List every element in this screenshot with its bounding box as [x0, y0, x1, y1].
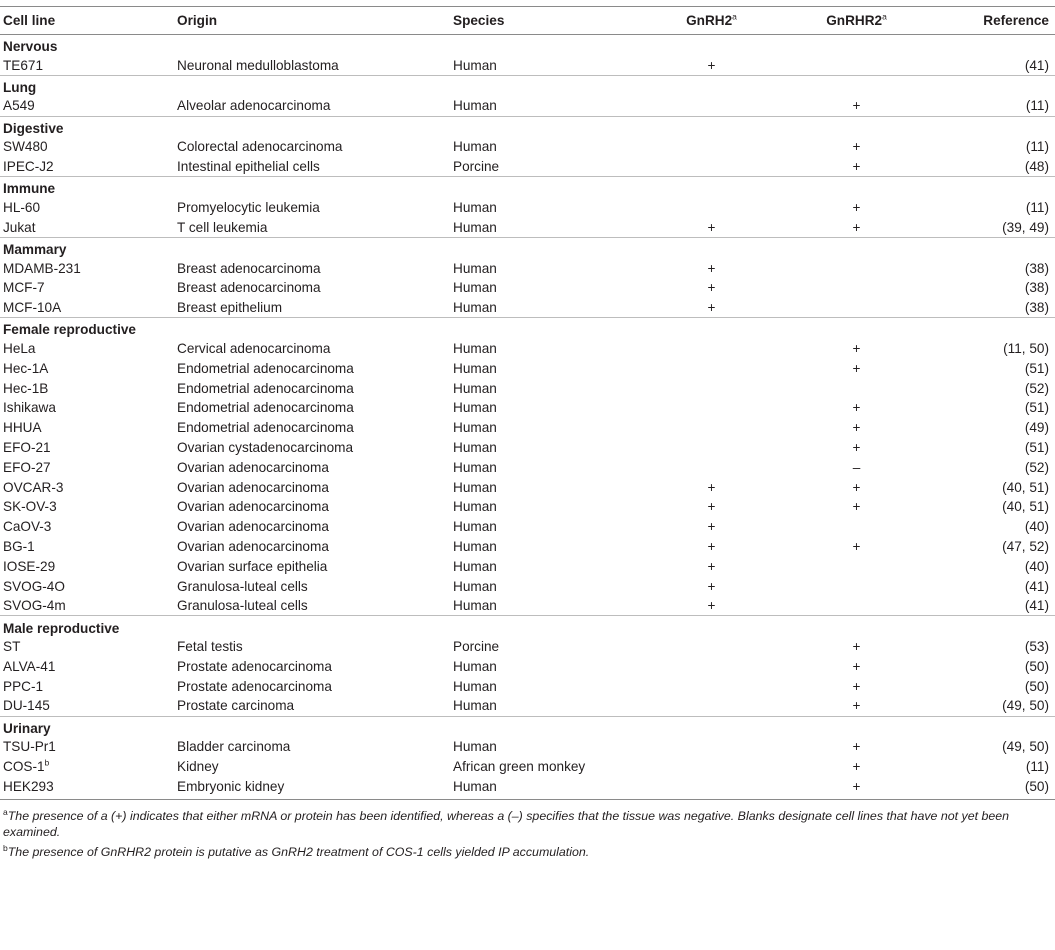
cell-line	[0, 676, 174, 696]
header-reference: Reference	[930, 7, 1055, 35]
table-row	[0, 737, 1055, 757]
reference-cell: (48)	[1024, 159, 1049, 175]
gnrhr2-cell: +	[852, 440, 861, 456]
gnrh2-cell: +	[707, 479, 716, 495]
cell-line-name: SVOG-4m	[3, 598, 66, 614]
species-cell: Human	[453, 539, 497, 555]
cell-line-name: HL-60	[3, 200, 41, 216]
reference-cell: (11)	[1025, 200, 1049, 216]
origin-cell: T cell leukemia	[177, 219, 268, 235]
gnrhr2-cell	[780, 298, 930, 318]
origin-cell: Ovarian adenocarcinoma	[177, 499, 329, 515]
group-heading-row	[0, 716, 1055, 737]
cell-line	[0, 696, 174, 716]
gnrh2-cell	[640, 657, 780, 677]
cell-line	[0, 657, 174, 677]
reference-cell: (38)	[1024, 300, 1049, 316]
cell-line	[0, 339, 174, 359]
group-heading: Immune	[3, 181, 56, 197]
reference-cell: (53)	[1024, 639, 1049, 655]
cell-line-name: BG-1	[3, 539, 35, 555]
reference-cell: (50)	[1024, 678, 1049, 694]
gnrhr2-cell: +	[852, 499, 861, 515]
cell-line	[0, 137, 174, 157]
gnrhr2-cell	[780, 576, 930, 596]
header-cell-line: Cell line	[0, 7, 174, 35]
reference-cell: (47, 52)	[1002, 539, 1049, 555]
group-heading: Female reproductive	[3, 322, 136, 338]
footnote-marker: b	[44, 757, 50, 768]
gnrhr2-cell: +	[852, 159, 861, 175]
origin-cell: Endometrial adenocarcinoma	[177, 420, 354, 436]
origin-cell: Breast epithelium	[177, 300, 283, 316]
gnrhr2-cell: +	[852, 341, 861, 357]
cell-line-name: Hec-1A	[3, 360, 49, 376]
gnrh2-cell	[640, 378, 780, 398]
gnrh2-cell: +	[707, 539, 716, 555]
table-row	[0, 217, 1055, 237]
cell-line	[0, 298, 174, 318]
species-cell: Human	[453, 459, 497, 475]
gnrhr2-cell: +	[852, 739, 861, 755]
table-row	[0, 757, 1055, 777]
gnrhr2-cell: +	[852, 779, 861, 794]
cell-line-name: MDAMB-231	[3, 260, 81, 276]
gnrh2-cell	[640, 457, 780, 477]
footnote-b: $^b$The presence of GnRHR2 protein is putative as GnRH2 treatment of COS-1 cells yielded IP accumulation.	[3, 843, 590, 860]
reference-cell: (52)	[1024, 459, 1049, 475]
cell-line-name: HHUA	[3, 420, 42, 436]
gnrh2-cell	[640, 358, 780, 378]
table-row	[0, 596, 1055, 616]
origin-cell: Embryonic kidney	[177, 779, 285, 794]
table-row	[0, 157, 1055, 177]
cell-line	[0, 358, 174, 378]
reference-cell: (40)	[1024, 519, 1049, 535]
cell-line-name: SVOG-4O	[3, 578, 65, 594]
origin-cell: Intestinal epithelial cells	[177, 159, 320, 175]
species-cell: Human	[453, 558, 497, 574]
reference-cell: (41)	[1024, 578, 1049, 594]
gnrhr2-cell: +	[852, 420, 861, 436]
table-row	[0, 96, 1055, 116]
gnrhr2-cell	[780, 378, 930, 398]
cell-line-name: Hec-1B	[3, 380, 49, 396]
origin-cell: Ovarian surface epithelia	[177, 558, 328, 574]
reference-cell: (38)	[1024, 280, 1049, 296]
species-cell: Human	[453, 400, 497, 416]
reference-cell: (50)	[1024, 659, 1049, 675]
table-row	[0, 258, 1055, 278]
gnrh2-cell	[640, 418, 780, 438]
gnrh2-cell: +	[707, 219, 716, 235]
cell-line-name: COS-1	[3, 759, 45, 775]
gnrhr2-cell: +	[852, 479, 861, 495]
gnrhr2-cell	[780, 278, 930, 298]
origin-cell: Kidney	[177, 759, 219, 775]
species-cell: Human	[453, 139, 497, 155]
gnrhr2-cell: +	[852, 139, 861, 155]
species-cell: Human	[453, 360, 497, 376]
cell-line-name: OVCAR-3	[3, 479, 64, 495]
table-row	[0, 438, 1055, 458]
origin-cell: Prostate carcinoma	[177, 698, 295, 714]
cell-line-name: HEK293	[3, 779, 54, 794]
species-cell: Human	[453, 380, 497, 396]
reference-cell: (11, 50)	[1003, 341, 1049, 357]
reference-cell: (11)	[1025, 759, 1049, 775]
cell-line-name: CaOV-3	[3, 519, 52, 535]
cell-line-name: EFO-27	[3, 459, 51, 475]
cell-line	[0, 517, 174, 537]
table-row	[0, 298, 1055, 318]
species-cell: Human	[453, 260, 497, 276]
cell-line-name: ALVA-41	[3, 659, 56, 675]
reference-cell: (41)	[1024, 598, 1049, 614]
table-footnotes	[0, 799, 1055, 860]
origin-cell: Breast adenocarcinoma	[177, 280, 321, 296]
gnrhr2-cell	[780, 556, 930, 576]
origin-cell: Ovarian adenocarcinoma	[177, 519, 329, 535]
group-section	[0, 75, 1055, 116]
cell-line-name: MCF-10A	[3, 300, 62, 316]
group-heading: Lung	[3, 80, 37, 96]
group-section	[0, 35, 1055, 76]
species-cell: Human	[453, 300, 497, 316]
species-cell: Human	[453, 440, 497, 456]
species-cell: Human	[453, 479, 497, 495]
table-row	[0, 497, 1055, 517]
origin-cell: Promyelocytic leukemia	[177, 200, 320, 216]
gnrhr2-cell: +	[852, 678, 861, 694]
group-heading: Digestive	[3, 120, 64, 136]
cell-line	[0, 477, 174, 497]
species-cell: Human	[453, 598, 497, 614]
table-row	[0, 477, 1055, 497]
origin-cell: Endometrial adenocarcinoma	[177, 360, 354, 376]
cell-line	[0, 438, 174, 458]
table-row	[0, 56, 1055, 76]
gnrh2-cell: +	[707, 280, 716, 296]
cell-line	[0, 96, 174, 116]
gnrh2-cell: +	[707, 519, 716, 535]
header-gnrh2: GnRH2$^a$	[640, 7, 780, 35]
group-heading-row	[0, 318, 1055, 339]
group-section	[0, 716, 1055, 796]
header-gnrhr2: GnRHR2$^a$	[780, 7, 930, 35]
origin-cell: Prostate adenocarcinoma	[177, 678, 332, 694]
table-row	[0, 358, 1055, 378]
table-row	[0, 137, 1055, 157]
species-cell: Porcine	[453, 159, 500, 175]
cell-line	[0, 56, 174, 76]
species-cell: African green monkey	[453, 759, 586, 775]
cell-line-name: EFO-21	[3, 440, 51, 456]
cell-line	[0, 217, 174, 237]
reference-cell: (40, 51)	[1002, 479, 1049, 495]
cell-line	[0, 157, 174, 177]
reference-cell: (51)	[1024, 400, 1049, 416]
gnrh2-cell	[640, 637, 780, 657]
gnrh2-cell: +	[707, 558, 716, 574]
cell-line	[0, 556, 174, 576]
footnote-a: $^a$The presence of a (+) indicates that either mRNA or protein has been identified, whereas a (–) specifies that the tissue was negative. Blanks designate cell lines that have not yet been examined.	[3, 807, 1010, 840]
table-row	[0, 418, 1055, 438]
cell-line-name: ST	[3, 639, 21, 655]
reference-cell: (40)	[1024, 558, 1049, 574]
reference-cell: (49)	[1024, 420, 1049, 436]
table-row	[0, 517, 1055, 537]
cell-line	[0, 777, 174, 797]
group-heading-row	[0, 35, 1055, 56]
origin-cell: Endometrial adenocarcinoma	[177, 400, 354, 416]
cell-line	[0, 457, 174, 477]
species-cell: Human	[453, 98, 497, 114]
species-cell: Human	[453, 200, 497, 216]
origin-cell: Breast adenocarcinoma	[177, 260, 321, 276]
species-cell: Porcine	[453, 639, 500, 655]
cell-line-name: A549	[3, 98, 35, 114]
group-section	[0, 116, 1055, 177]
cell-line-name: TE671	[3, 57, 44, 73]
cell-line	[0, 198, 174, 218]
cell-line-name: SW480	[3, 139, 48, 155]
cell-line	[0, 378, 174, 398]
species-cell: Human	[453, 219, 497, 235]
gnrh2-cell	[640, 96, 780, 116]
gnrhr2-cell	[780, 596, 930, 616]
table-row	[0, 556, 1055, 576]
group-heading: Male reproductive	[3, 620, 120, 636]
origin-cell: Granulosa-luteal cells	[177, 578, 308, 594]
origin-cell: Endometrial adenocarcinoma	[177, 380, 354, 396]
species-cell: Human	[453, 698, 497, 714]
cell-line	[0, 278, 174, 298]
cell-line-name: IOSE-29	[3, 558, 56, 574]
gnrh2-cell: +	[707, 578, 716, 594]
reference-cell: (39, 49)	[1002, 219, 1049, 235]
origin-cell: Bladder carcinoma	[177, 739, 291, 755]
reference-cell: (40, 51)	[1002, 499, 1049, 515]
table-row	[0, 339, 1055, 359]
gnrh2-cell	[640, 737, 780, 757]
species-cell: Human	[453, 420, 497, 436]
species-cell: Human	[453, 499, 497, 515]
gnrhr2-cell: +	[852, 360, 861, 376]
origin-cell: Ovarian adenocarcinoma	[177, 539, 329, 555]
origin-cell: Colorectal adenocarcinoma	[177, 139, 343, 155]
reference-cell: (11)	[1025, 98, 1049, 114]
gnrh2-cell	[640, 398, 780, 418]
origin-cell: Prostate adenocarcinoma	[177, 659, 332, 675]
table-row	[0, 576, 1055, 596]
species-cell: Human	[453, 280, 497, 296]
gnrhr2-cell	[780, 517, 930, 537]
table-row	[0, 378, 1055, 398]
gnrh2-cell	[640, 438, 780, 458]
gnrhr2-cell: +	[852, 219, 861, 235]
group-section	[0, 318, 1055, 616]
origin-cell: Neuronal medulloblastoma	[177, 57, 339, 73]
species-cell: Human	[453, 779, 497, 794]
group-heading: Mammary	[3, 242, 67, 258]
cell-line	[0, 497, 174, 517]
origin-cell: Fetal testis	[177, 639, 243, 655]
gnrh2-cell: +	[707, 300, 716, 316]
gnrhr2-cell: +	[852, 698, 861, 714]
table-row	[0, 198, 1055, 218]
gnrhr2-cell: +	[852, 200, 861, 216]
gnrhr2-cell: +	[852, 639, 861, 655]
cell-line	[0, 418, 174, 438]
origin-cell: Ovarian adenocarcinoma	[177, 459, 329, 475]
cell-line-table	[0, 6, 1055, 796]
reference-cell: (49, 50)	[1002, 698, 1049, 714]
gnrh2-cell: +	[707, 598, 716, 614]
gnrh2-cell	[640, 137, 780, 157]
species-cell: Human	[453, 578, 497, 594]
cell-line	[0, 537, 174, 557]
cell-line	[0, 398, 174, 418]
species-cell: Human	[453, 519, 497, 535]
group-heading: Urinary	[3, 720, 51, 736]
reference-cell: (50)	[1024, 779, 1049, 794]
table-row	[0, 537, 1055, 557]
gnrh2-cell	[640, 198, 780, 218]
cell-line-name: IPEC-J2	[3, 159, 54, 175]
table-row	[0, 657, 1055, 677]
cell-line-name: PPC-1	[3, 678, 44, 694]
cell-line-name: SK-OV-3	[3, 499, 57, 515]
table-row	[0, 278, 1055, 298]
species-cell: Human	[453, 659, 497, 675]
gnrhr2-cell: +	[852, 539, 861, 555]
cell-line	[0, 596, 174, 616]
species-cell: Human	[453, 57, 497, 73]
origin-cell: Ovarian cystadenocarcinoma	[177, 440, 354, 456]
table-row	[0, 777, 1055, 797]
origin-cell: Alveolar adenocarcinoma	[177, 98, 331, 114]
cell-line	[0, 737, 174, 757]
reference-cell: (41)	[1024, 57, 1049, 73]
gnrh2-cell: +	[707, 57, 716, 73]
gnrhr2-cell: –	[852, 459, 861, 475]
header-origin: Origin	[174, 7, 450, 35]
gnrhr2-cell	[780, 258, 930, 278]
reference-cell: (38)	[1024, 260, 1049, 276]
group-section	[0, 616, 1055, 716]
gnrh2-cell	[640, 777, 780, 797]
species-cell: Human	[453, 739, 497, 755]
gnrh2-cell	[640, 676, 780, 696]
cell-line-name: TSU-Pr1	[3, 739, 56, 755]
cell-line-name: MCF-7	[3, 280, 45, 296]
gnrh2-cell: +	[707, 260, 716, 276]
reference-cell: (52)	[1024, 380, 1049, 396]
gnrhr2-cell: +	[852, 400, 861, 416]
gnrhr2-cell: +	[852, 759, 861, 775]
origin-cell: Cervical adenocarcinoma	[177, 341, 331, 357]
cell-line	[0, 757, 174, 777]
group-section	[0, 237, 1055, 317]
reference-cell: (11)	[1025, 139, 1049, 155]
reference-cell: (51)	[1024, 360, 1049, 376]
gnrh2-cell	[640, 696, 780, 716]
table-row	[0, 676, 1055, 696]
group-heading-row	[0, 616, 1055, 637]
table-row	[0, 398, 1055, 418]
group-heading-row	[0, 75, 1055, 96]
table-header-row	[0, 7, 1055, 35]
group-heading-row	[0, 237, 1055, 258]
gnrh2-cell: +	[707, 499, 716, 515]
reference-cell: (49, 50)	[1002, 739, 1049, 755]
cell-line	[0, 258, 174, 278]
group-heading-row	[0, 116, 1055, 137]
cell-line	[0, 637, 174, 657]
reference-cell: (51)	[1024, 440, 1049, 456]
cell-line-name: HeLa	[3, 341, 36, 357]
gnrh2-cell	[640, 157, 780, 177]
table-row	[0, 696, 1055, 716]
table-row	[0, 637, 1055, 657]
cell-line-name: Jukat	[3, 219, 36, 235]
gnrhr2-cell: +	[852, 98, 861, 114]
header-species: Species	[450, 7, 640, 35]
group-heading-row	[0, 177, 1055, 198]
cell-line-name: DU-145	[3, 698, 50, 714]
group-heading: Nervous	[3, 39, 58, 55]
species-cell: Human	[453, 341, 497, 357]
cell-line	[0, 576, 174, 596]
gnrhr2-cell: +	[852, 659, 861, 675]
gnrh2-cell	[640, 757, 780, 777]
origin-cell: Ovarian adenocarcinoma	[177, 479, 329, 495]
origin-cell: Granulosa-luteal cells	[177, 598, 308, 614]
table-row	[0, 457, 1055, 477]
species-cell: Human	[453, 678, 497, 694]
cell-line-name: Ishikawa	[3, 400, 56, 416]
group-section	[0, 177, 1055, 238]
gnrhr2-cell	[780, 56, 930, 76]
gnrh2-cell	[640, 339, 780, 359]
